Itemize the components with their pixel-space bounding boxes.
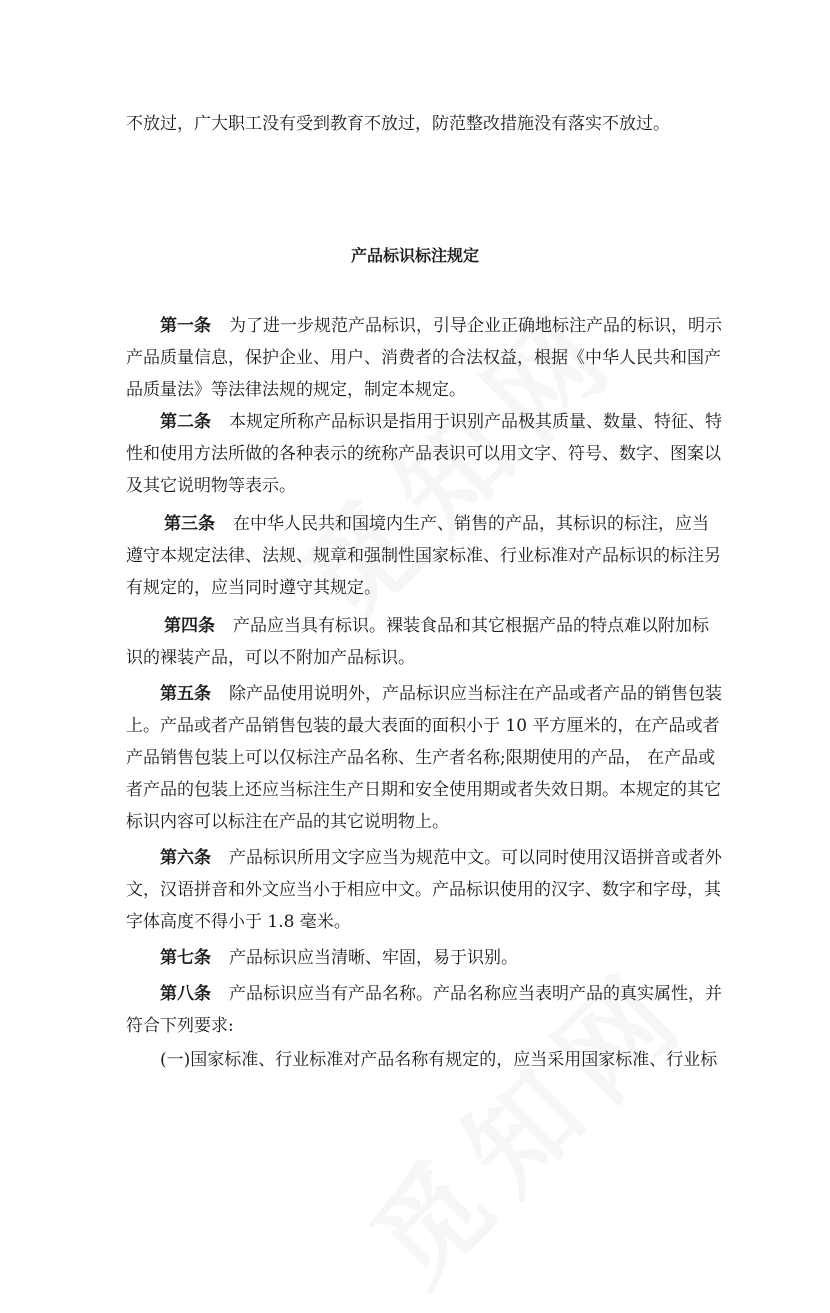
article-5-line-2: 上。产品或者产品销售包装的最大表面的面积小于 10 平方厘米的，在产品或者: [126, 716, 720, 736]
article-5-line-5: 标识内容可以标注在产品的其它说明物上。: [126, 812, 449, 832]
article-label: 第六条: [160, 848, 211, 868]
article-2-line-1: 第二条 本规定所称产品标识是指用于识别产品极其质量、数量、特征、特: [160, 412, 722, 432]
article-1-line-3: 品质量法》等法律法规的规定，制定本规定。: [126, 380, 466, 400]
article-4-line-2: 识的裸装产品，可以不附加产品标识。: [126, 648, 415, 668]
article-label: 第二条: [160, 412, 211, 432]
article-3-line-1: 第三条 在中华人民共和国境内生产、销售的产品，其标识的标注，应当: [164, 514, 709, 534]
article-3-line-3: 有规定的，应当同时遵守其规定。: [126, 578, 381, 598]
article-5-line-3: 产品销售包装上可以仅标注产品名称、生产者名称;限期使用的产品， 在产品或: [126, 748, 716, 768]
article-5-line-4: 者产品的包装上还应当标注生产日期和安全使用期或者失效日期。本规定的其它: [126, 780, 721, 800]
article-label: 第四条: [164, 616, 215, 636]
article-6-line-1: 第六条 产品标识所用文字应当为规范中文。可以同时使用汉语拼音或者外: [160, 848, 722, 868]
article-8-line-2: 符合下列要求:: [126, 1016, 234, 1036]
article-6-line-2: 文，汉语拼音和外文应当小于相应中文。产品标识使用的汉字、数字和字母，其: [126, 880, 721, 900]
article-6-line-3: 字体高度不得小于 1.8 毫米。: [126, 912, 351, 932]
article-5-line-1: 第五条 除产品使用说明外，产品标识应当标注在产品或者产品的销售包装: [160, 684, 722, 704]
article-label: 第八条: [160, 984, 211, 1004]
article-7-line-1: 第七条 产品标识应当清晰、牢固，易于识别。: [160, 948, 518, 968]
intro-line: 不放过，广大职工没有受到教育不放过，防范整改措施没有落实不放过。: [126, 114, 670, 134]
article-label: 第五条: [160, 684, 211, 704]
document-title: 产品标识标注规定: [350, 246, 479, 265]
article-2-line-3: 及其它说明物等表示。: [126, 476, 296, 496]
article-1-line-1: 第一条 为了进一步规范产品标识，引导企业正确地标注产品的标识，明示: [160, 316, 722, 336]
article-label: 第一条: [160, 316, 211, 336]
article-3-line-2: 遵守本规定法律、法规、规章和强制性国家标准、行业标准对产品标识的标注另: [126, 546, 721, 566]
article-1-line-2: 产品质量信息，保护企业、用户、消费者的合法权益，根据《中华人民共和国产: [126, 348, 721, 368]
article-label: 第七条: [160, 948, 211, 968]
article-8-line-1: 第八条 产品标识应当有产品名称。产品名称应当表明产品的真实属性，并: [160, 984, 722, 1004]
article-2-line-2: 性和使用方法所做的各种表示的统称产品表识可以用文字、符号、数字、图案以: [126, 444, 721, 464]
article-4-line-1: 第四条 产品应当具有标识。裸装食品和其它根据产品的特点难以附加标: [164, 616, 709, 636]
article-label: 第三条: [164, 514, 215, 534]
item-one-line: (一)国家标准、行业标准对产品名称有规定的，应当采用国家标准、行业标: [160, 1050, 718, 1070]
